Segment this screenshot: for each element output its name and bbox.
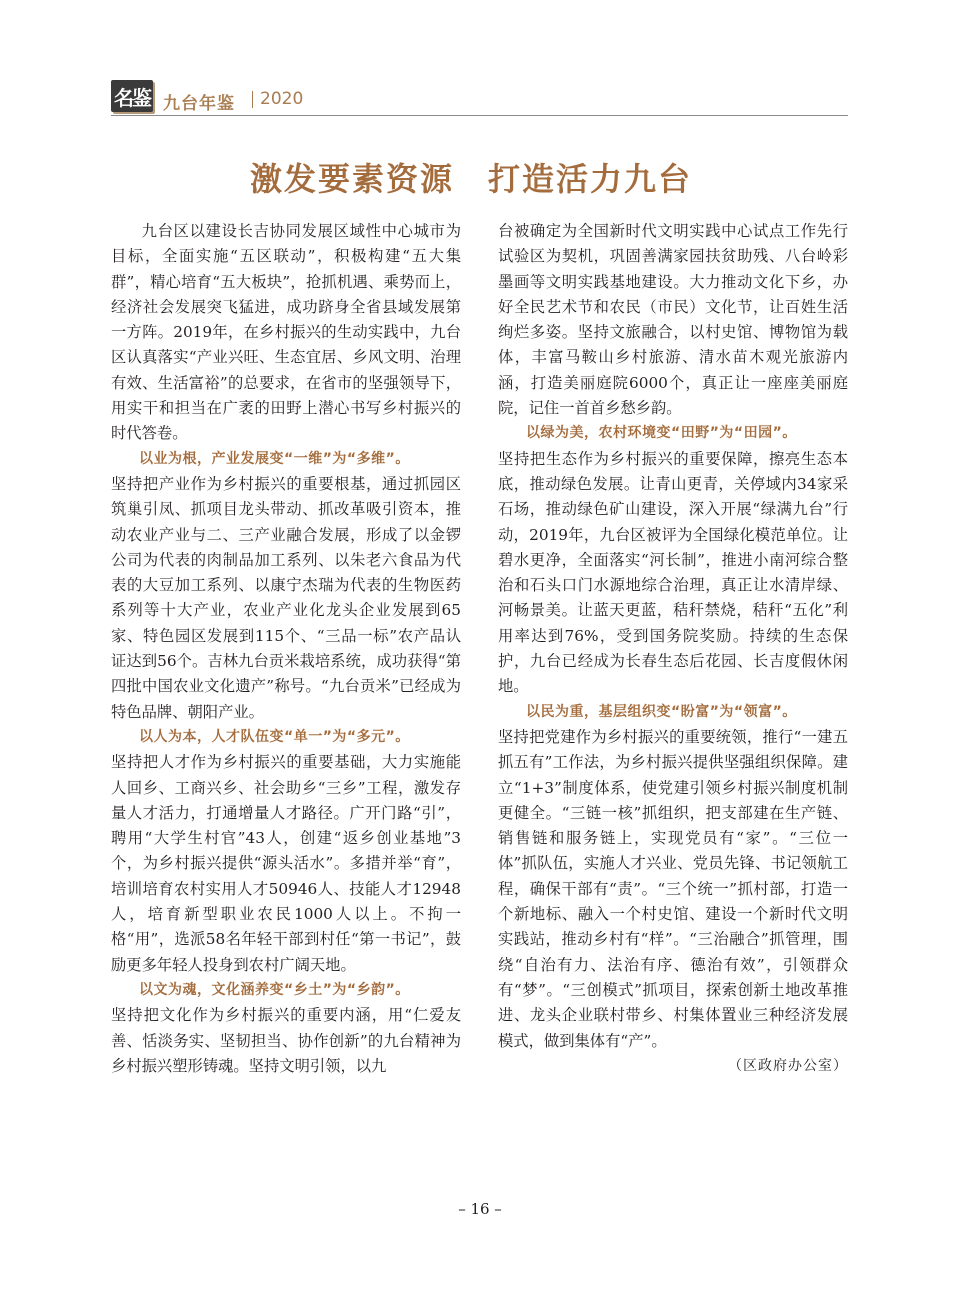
body-paragraph: 坚持把党建作为乡村振兴的重要统领，推行“一建五抓五有”工作法，为乡村振兴提供坚强组织保障。建立“1+3”制度体系，使党建引领乡村振兴制度机制更健全。“三链一核”抓组织，把支部建在生产链、销售链和服务链上，实现党员有“家”。“三位一体”抓队伍，实施人才兴业、党员先锋、书记领航工程，确保干部有“责”。“三个统一”抓村部，打造一个新地标、融入一个村史馆、建设一个新时代文明实践站，推动乡村有“样”。“三治融合”抓管理，围绕“自治有力、法治有序、德治有效”，引领群众有“梦”。“三创模式”抓项目，探索创新土地改革推进、龙头企业联村带乡、村集体置业三种经济发展模式，做到集体有“产”。 bbox=[498, 727, 848, 1050]
logo-text: 名鉴 bbox=[114, 85, 150, 110]
body-paragraph: 坚持把产业作为乡村振兴的重要根基，通过抓园区筑巢引凤、抓项目龙头带动、抓改革吸引资本，推动农业产业与二、三产业融合发展，形成了以金锣公司为代表的肉制品加工系列、以朱老六食品为代表的大豆加工系列、以康宁杰瑞为代表的生物医药系列等十大产业，农业产业化龙头企业发展到65家、特色园区发展到115个、“三品一标”农产品认证达到56个。吉林九台贡米栽培系统，成功获得“第四批中国农业文化遗产”称号。“九台贡米”已经成为特色品牌、朝阳产业。 bbox=[111, 474, 461, 721]
yearbook-logo bbox=[111, 80, 153, 112]
body-paragraph: 九台区以建设长吉协同发展区域性中心城市为目标，全面实施“五区联动”，积极构建“五大集群”，精心培育“五大板块”，抢抓机遇、乘势而上，经济社会发展突飞猛进，成功跻身全省县域发展第一方阵。2019年，在乡村振兴的生动实践中，九台区认真落实“产业兴旺、生态宜居、乡风文明、治理有效、生活富裕”的总要求，在省市的坚强领导下，用实干和担当在广袤的田野上潜心书写乡村振兴的时代答卷。 bbox=[111, 222, 461, 443]
header-separator bbox=[252, 91, 253, 108]
section-heading: 以民为重，基层组织变“盼富”为“领富”。 bbox=[526, 703, 797, 720]
article-title: 激发要素资源 打造活力九台 bbox=[249, 160, 692, 198]
right-column bbox=[498, 219, 848, 1079]
body-paragraph: 坚持把生态作为乡村振兴的重要保障，擦亮生态本底，推动绿色发展。让青山更青，关停域内34家采石场，推动绿色矿山建设，深入开展“绿满九台”行动，2019年，九台区被评为全国绿化模范单位。让碧水更净，全面落实“河长制”，推进小南河综合整治和石头口门水源地综合治理，真正让水清岸绿、河畅景美。让蓝天更蓝，秸秆禁烧，秸秆“五化”利用率达到76%，受到国务院奖励。持续的生态保护，九台已经成为长春生态后花园、长吉度假休闲地。 bbox=[498, 449, 848, 696]
running-header bbox=[111, 80, 848, 118]
header-rule bbox=[111, 115, 848, 116]
section-heading: 以绿为美，农村环境变“田野”为“田园”。 bbox=[526, 425, 797, 442]
body-paragraph: 坚持把文化作为乡村振兴的重要内涵，用“仁爱友善、恬淡务实、坚韧担当、协作创新”的九台精神为乡村振兴塑形铸魂。坚持文明引领，以九 bbox=[111, 1006, 461, 1075]
book-year: 2020 bbox=[260, 89, 304, 109]
body-paragraph: 坚持把人才作为乡村振兴的重要基础，大力实施能人回乡、工商兴乡、社会助乡“三乡”工程，激发存量人才活力，打通增量人才路径。广开门路“引”，聘用“大学生村官”43人，创建“返乡创业基地”3个，为乡村振兴提供“源头活水”。多措并举“育”，培训培育农村实用人才50946人、技能人才12948人，培育新型职业农民1000人以上。不拘一格“用”，选派58名年轻干部到村任“第一书记”，鼓励更多年轻人投身到农村广阔天地。 bbox=[111, 753, 461, 974]
page-number: – 16 – bbox=[458, 1200, 502, 1218]
source-attribution: （区政府办公室） bbox=[728, 1057, 848, 1074]
body-paragraph: 台被确定为全国新时代文明实践中心试点工作先行试验区为契机，巩固善满家园扶贫助残、八台岭彩墨画等文明实践基地建设。大力推动文化下乡，办好全民艺术节和农民（市民）文化节，让百姓生活绚烂多姿。坚持文旅融合，以村史馆、博物馆为载体，丰富马鞍山乡村旅游、清水苗木观光旅游内涵，打造美丽庭院6000个，真正让一座座美丽庭院，记住一首首乡愁乡韵。 bbox=[498, 222, 848, 418]
section-heading: 以文为魂，文化涵养变“乡土”为“乡韵”。 bbox=[139, 981, 410, 998]
left-column bbox=[111, 219, 461, 1079]
section-heading: 以业为根，产业发展变“一维”为“多维”。 bbox=[139, 450, 410, 467]
section-heading: 以人为本，人才队伍变“单一”为“多元”。 bbox=[139, 728, 410, 745]
book-title: 九台年鉴 bbox=[163, 94, 235, 114]
